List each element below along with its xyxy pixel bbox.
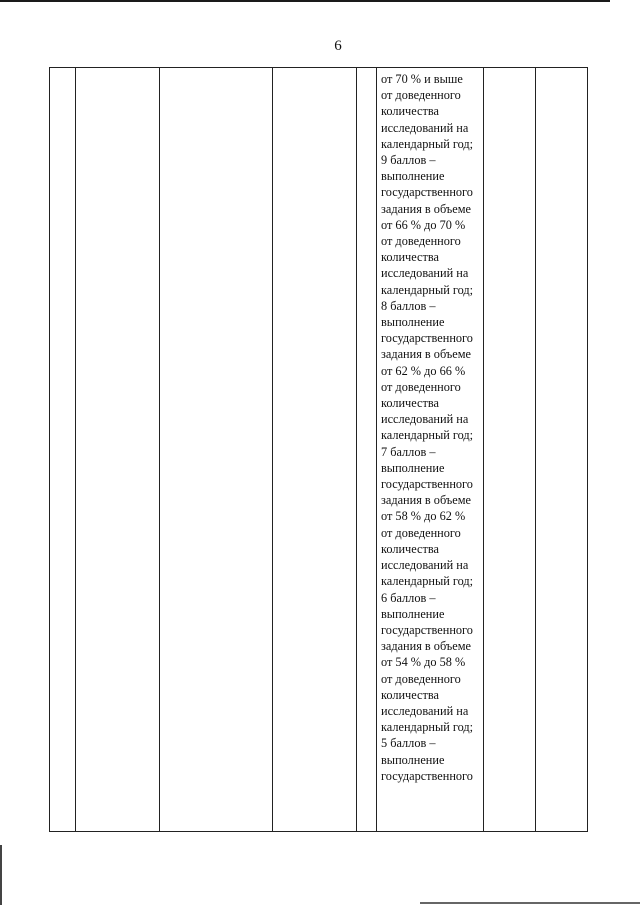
document-table (49, 67, 588, 832)
scan-edge-top (0, 0, 610, 2)
criteria-text: от 70 % и выше от доведенного количества исследований на календарный год; 9 баллов – выполнение государственного задания в объеме от 66 % до 70 % от доведенного количества исследований на календарный год; 8 баллов – выполнение государственного задания в объеме от 62 % до 66 % от доведенного количества исследований на календарный год; 7 баллов – выполнение государственного задания в объеме от 58 % до 62 % от доведенного количества исследований на календарный год; 6 баллов – выполнение государственного задания в объеме от 54 % до 58 % от доведенного количества исследований на календарный год; 5 баллов – выполнение государственного (381, 72, 474, 783)
table-cell-col-8 (536, 68, 588, 832)
table-cell-col-7 (484, 68, 536, 832)
table-cell-col-4 (273, 68, 357, 832)
page-number: 6 (334, 38, 342, 54)
table-cell-col-5 (357, 68, 377, 832)
scan-edge-bottom (420, 902, 640, 904)
table-cell-col-2 (76, 68, 160, 832)
scan-edge-left (0, 845, 2, 905)
table-cell-col-3 (160, 68, 273, 832)
table-cell-col-1 (50, 68, 76, 832)
table-row (50, 68, 588, 832)
table-cell-criteria (377, 68, 484, 832)
